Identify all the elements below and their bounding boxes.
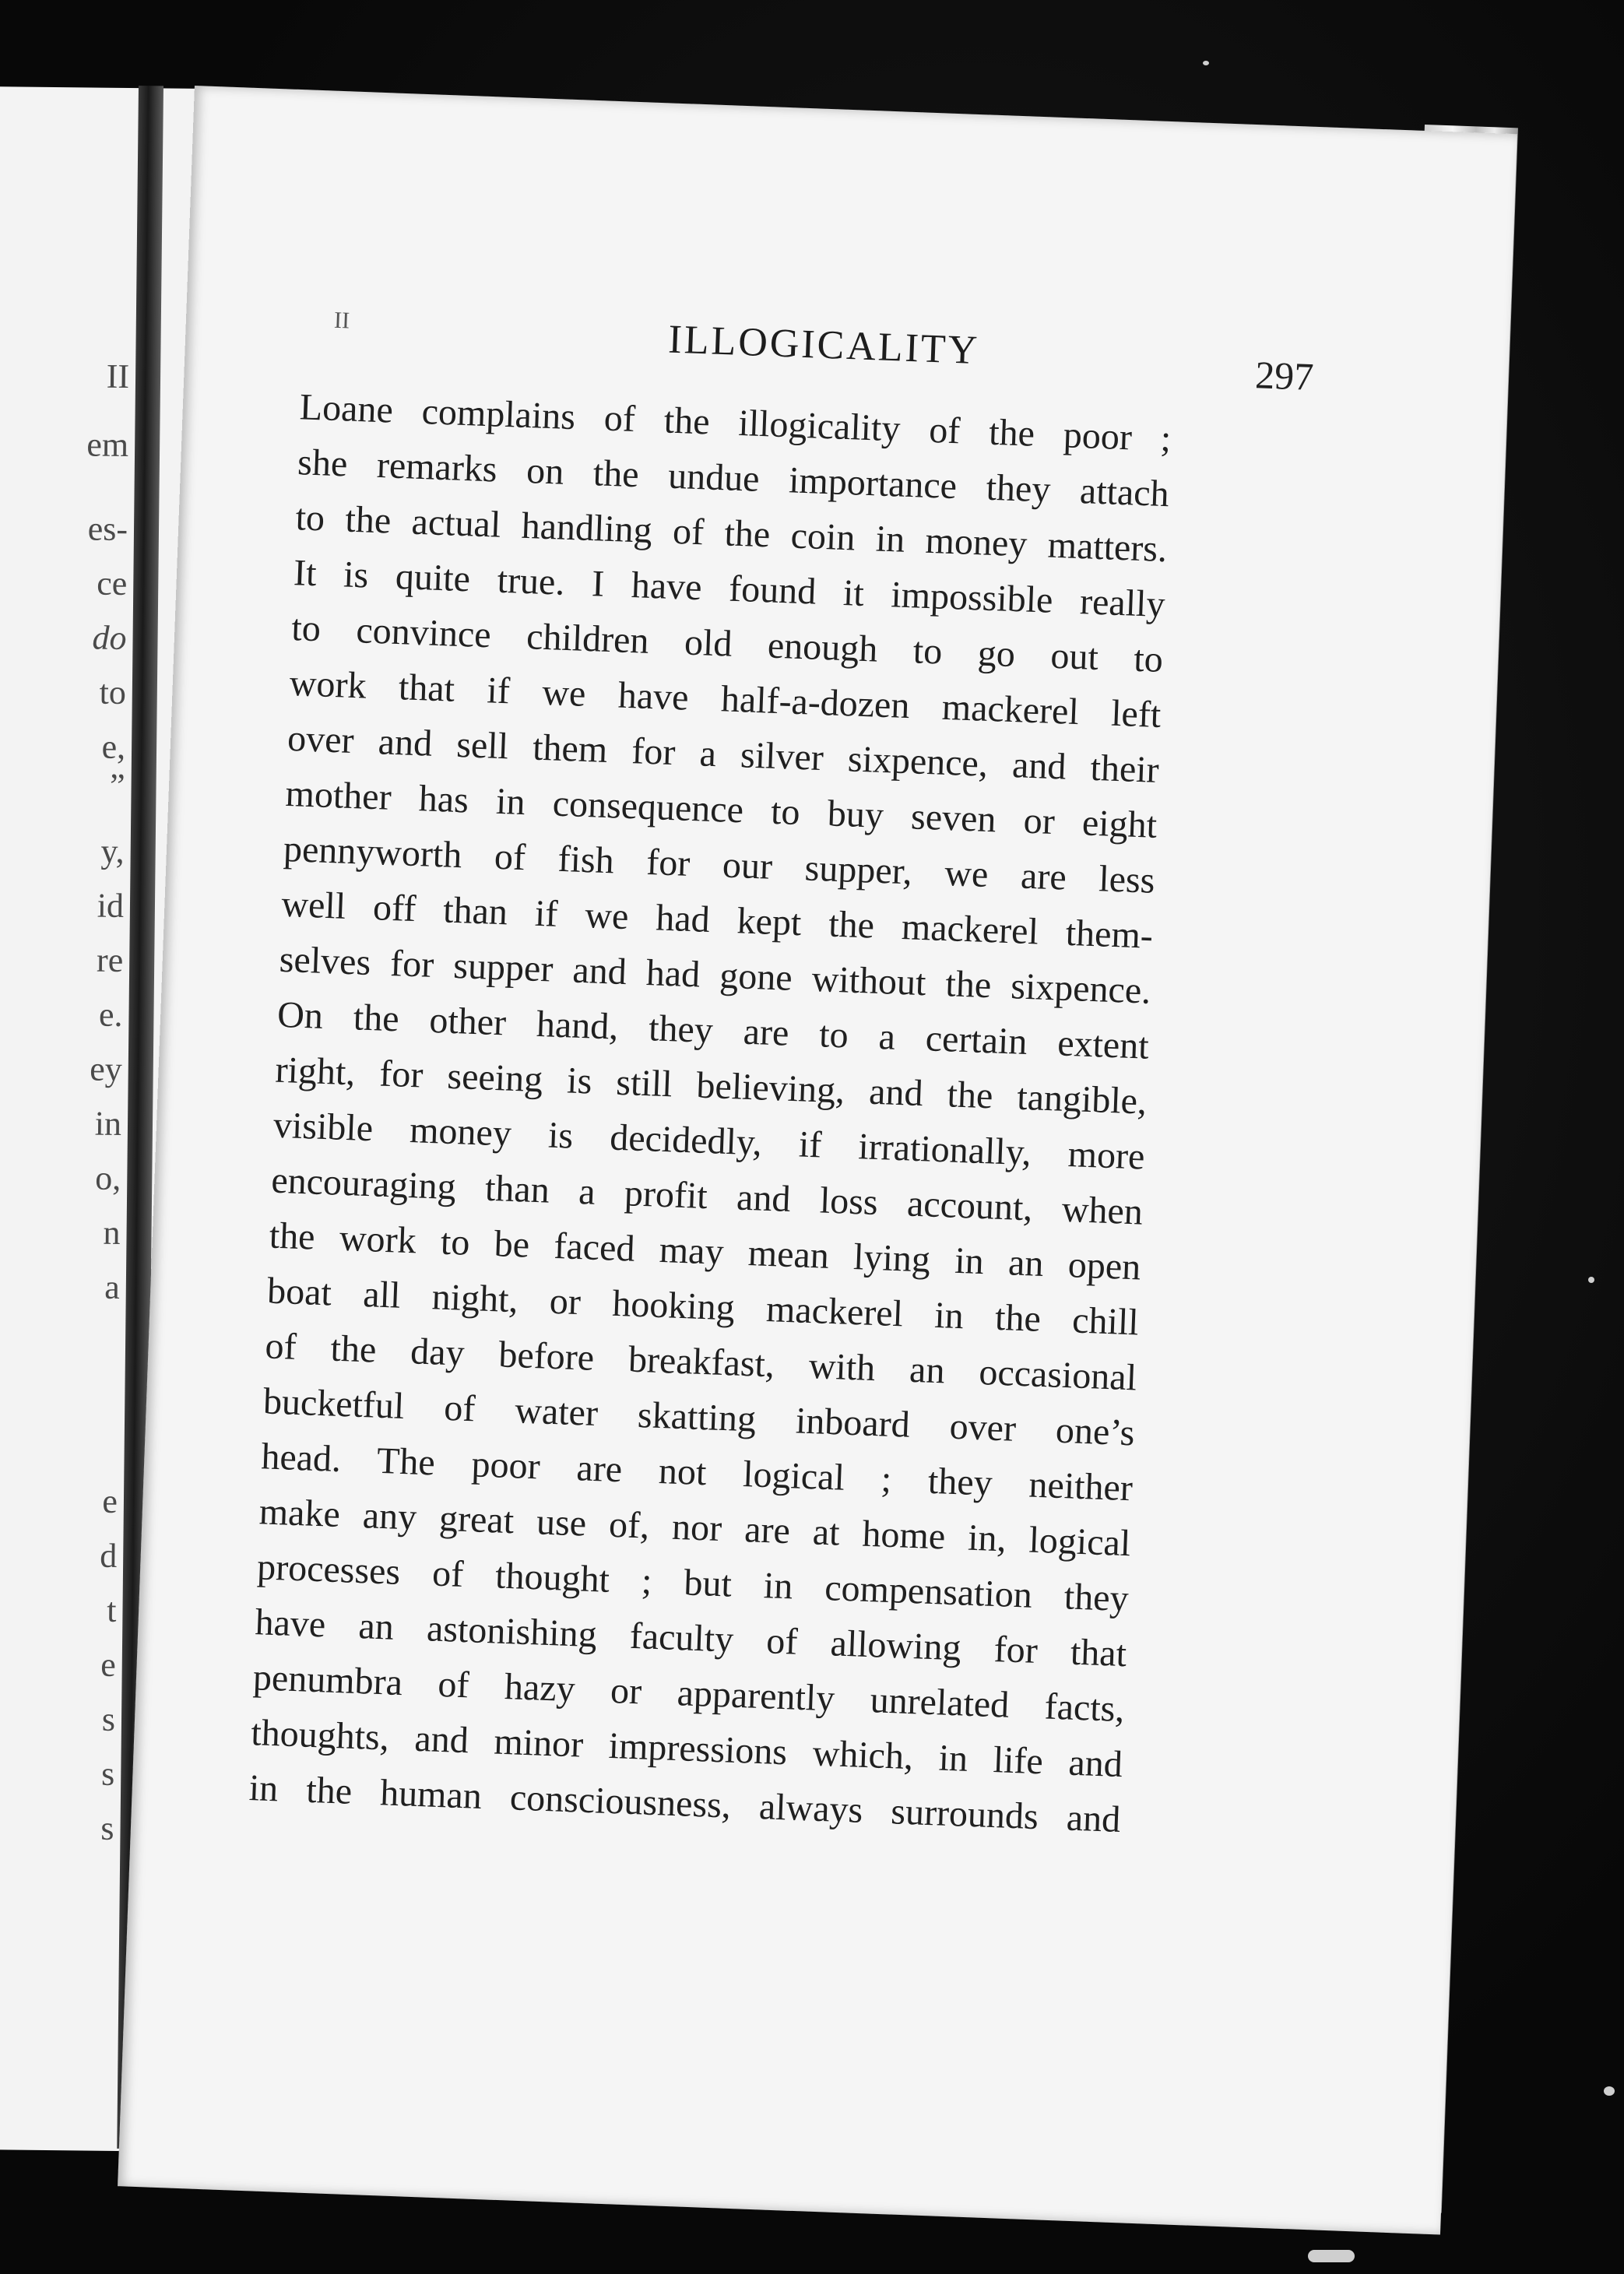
text-line: in the human consciousness, always surrounds and (248, 1767, 1122, 1841)
page-number: 297 (1254, 353, 1315, 399)
text-line: mother has in consequence to buy seven or eight (284, 772, 1158, 846)
text-line: visible money is decidedly, if irrationally, more (272, 1104, 1146, 1178)
left-fragment: e, (101, 727, 126, 766)
left-fragment: ce (97, 564, 128, 603)
left-fragment: id (97, 886, 125, 925)
left-fragment: e. (98, 995, 123, 1034)
scan-speck (1588, 1277, 1594, 1283)
text-line: It is quite true. I have found it impossible really (293, 552, 1166, 626)
scan-speck (1604, 2086, 1615, 2096)
left-fragment: s (100, 1808, 114, 1847)
text-line: make any great use of, nor are at home in, logical (258, 1491, 1132, 1565)
left-fragment: es- (87, 509, 128, 549)
left-fragment: to (99, 673, 127, 712)
left-fragment: do (92, 618, 127, 657)
text-line: pennyworth of fish for our supper, we are less (283, 828, 1156, 902)
text-line: to the actual handling of the coin in money matters. (294, 497, 1168, 571)
text-line: boat all night, or hooking mackerel in the chill (266, 1270, 1140, 1344)
text-line: right, for seeing is still believing, and the tangible, (274, 1049, 1148, 1123)
running-title: ILLOGICALITY (667, 317, 981, 374)
text-line: On the other hand, they are to a certain extent (276, 993, 1150, 1067)
left-fragment: em (86, 425, 129, 465)
left-fragment: e (100, 1645, 117, 1684)
left-fragment: s (100, 1754, 115, 1793)
text-line: encouraging than a profit and loss account, when (270, 1159, 1144, 1233)
text-line: processes of thought ; but in compensation they (256, 1546, 1130, 1620)
text-line: head. The poor are not logical ; they neither (260, 1436, 1134, 1510)
signature-mark: II (333, 307, 350, 334)
text-line: selves for supper and had gone without the sixpence. (278, 938, 1152, 1012)
text-line: bucketful of water skatting inboard over one’s (262, 1380, 1136, 1454)
scan-speck (1203, 61, 1209, 65)
text-line: well off than if we had kept the mackerel them- (280, 883, 1154, 957)
left-fragment: s (101, 1699, 116, 1738)
left-fragment: a (104, 1267, 121, 1306)
text-line: have an astonishing faculty of allowing for that (254, 1601, 1127, 1675)
left-fragment: o, (95, 1158, 121, 1197)
left-fragment: ” (109, 766, 125, 805)
left-fragment: e (102, 1481, 118, 1520)
text-line: of the day before breakfast, with an occasional (264, 1325, 1137, 1399)
right-page (118, 86, 1517, 2234)
left-fragment: ey (89, 1049, 123, 1088)
left-fragment: y, (100, 831, 125, 870)
body-text (248, 379, 1172, 1847)
left-fragment: n (103, 1213, 121, 1252)
text-line: Loane complains of the illogicality of the poor ; (298, 386, 1172, 460)
left-fragment: t (107, 1590, 117, 1629)
running-head (332, 307, 1315, 399)
text-line: the work to be faced may mean lying in an open (268, 1214, 1142, 1288)
left-fragment: II (106, 357, 130, 396)
text-line: over and sell them for a silver sixpence, and their (286, 717, 1160, 791)
text-line: work that if we have half-a-dozen mackerel left (288, 663, 1162, 736)
text-line: thoughts, and minor impressions which, in life and (250, 1712, 1123, 1786)
text-line: to convince children old enough to go out to (290, 607, 1164, 681)
left-fragment: d (99, 1536, 118, 1575)
text-line: she remarks on the undue importance they attach (297, 441, 1170, 515)
scan-speck (1308, 2250, 1355, 2262)
left-fragment: re (96, 940, 124, 979)
left-fragment: in (94, 1104, 122, 1143)
text-line: penumbra of hazy or apparently unrelated facts, (252, 1657, 1126, 1731)
